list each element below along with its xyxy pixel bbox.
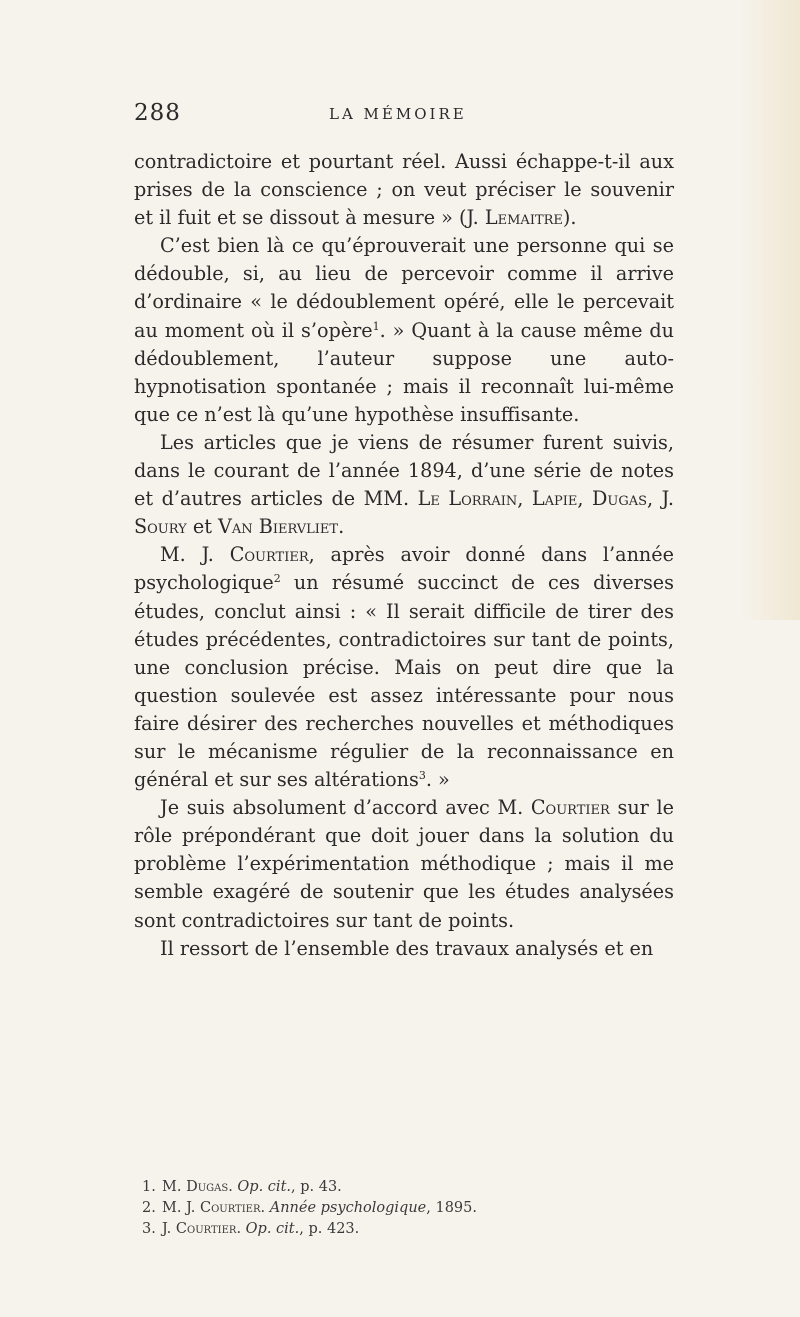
text-run: , p. 423. [299,1221,360,1237]
text-run: Il ressort de l’ensemble des travaux analysés et en [160,936,654,960]
text-run: . [260,1200,270,1216]
paper-stain [740,0,800,620]
author-name: Dugas [592,487,648,511]
author-name: Courtier [175,1221,237,1237]
author-name: Lapie [531,487,578,511]
paragraph [134,148,674,232]
footnote [134,1219,694,1240]
text-run: . » Quant à la cause même du dédoublement, l’auteur suppose une auto-hypnotisation spontanée ; mais il reconnaît lui-même que ce n’est là qu’une hypothèse insuffisante. [134,318,674,426]
footnote-number: 3. [142,1221,156,1237]
text-run: Les articles que je viens de résumer furent suivis, dans le courant de l’année 1894, d’une série de notes et d’autres articles de MM. [134,430,674,511]
text-run: M. [162,1179,187,1195]
running-title: LA MÉMOIRE [329,105,467,123]
footnote-ref: 2 [273,572,281,586]
footnote-text [162,1198,477,1219]
work-title: Op. cit. [245,1221,300,1237]
text-run: , J. [647,487,674,511]
text-run: ). [562,206,577,230]
author-name: Le Lorrain [417,487,518,511]
text-run: , 1895. [426,1200,477,1216]
body-text [134,148,674,963]
text-run: et [186,515,218,539]
text-run: M. J. [162,1200,200,1216]
text-run: un résumé succinct de ces diverses études, conclut ainsi : « Il serait difficile de tirer des études précédentes, contradictoires sur tant de points, une conclusion précise. Mais on peut dire que la question soulevée est assez intéressante pour nous faire désirer des recherches nouvelles et méthodiques sur le mécanisme régulier de la reconnaissance en général et sur ses altérations [134,571,674,792]
author-name: Lemaitre [484,206,563,230]
paragraph [134,232,674,429]
author-name: Dugas [186,1179,229,1195]
text-run: . [338,515,345,539]
text-run: C’est bien là ce qu’éprouverait une personne qui se dédouble, si, au lieu de percevoir comme il arrive d’ordinaire « le dédoublement opéré, elle le percevait au moment où il s’opère [134,234,674,342]
text-run: . [228,1179,238,1195]
footnote-text [162,1177,342,1198]
author-name: Van Biervliet [218,515,339,539]
footnote-number: 1. [142,1179,156,1195]
text-run: J. [162,1221,176,1237]
author-name: Courtier [229,543,309,567]
paragraph [134,935,674,963]
text-run: Je suis absolument d’accord avec M. [160,796,531,820]
page-number: 288 [134,100,181,126]
paragraph [134,541,674,794]
text-run: sur le rôle prépondérant que doit jouer dans la solution du problème l’expérimentation méthodique ; mais il me semble exagéré de soutenir que les études analysées sont contradictoires sur tant de points. [134,796,674,932]
paragraph [134,429,674,541]
text-run: , [517,487,532,511]
footnote-ref: 3 [418,769,426,783]
text-run: M. J. [160,543,230,567]
author-name: Courtier [199,1200,261,1216]
text-run: , [577,487,593,511]
footnote-text [162,1219,359,1240]
text-run: contradictoire et pourtant réel. Aussi échappe-t-il aux prises de la conscience ; on veut préciser le souvenir et il fuit et se dissout à mesure » (J. [134,150,674,230]
footnote-ref: 1 [372,319,380,333]
work-title: Année psychologique [269,1200,427,1216]
author-name: Courtier [530,796,610,820]
footnote [134,1177,694,1198]
running-head [134,100,694,130]
footnote-number: 2. [142,1200,156,1216]
author-name: Soury [134,515,187,539]
footnotes [134,1177,694,1240]
text-run: . » [425,768,450,792]
text-run: , après avoir donné dans l’année psychologique [134,543,674,595]
footnote [134,1198,694,1219]
text-run: . [236,1221,246,1237]
work-title: Op. cit. [237,1179,292,1195]
text-run: , p. 43. [291,1179,342,1195]
paragraph [134,794,674,934]
